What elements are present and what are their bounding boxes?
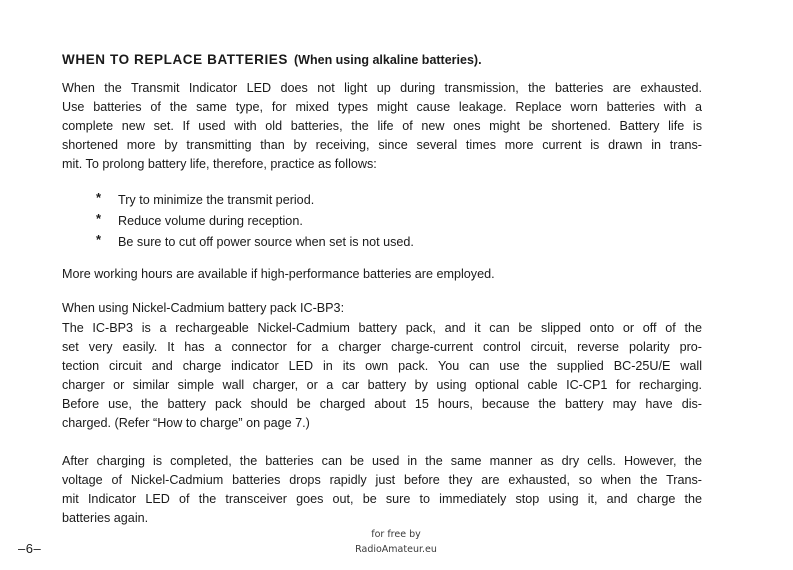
paragraph-line: More working hours are available if high-performance batteries are employed.: [62, 267, 495, 281]
list-item-text: Try to minimize the transmit period.: [118, 193, 315, 207]
battery-tips-list: [96, 190, 414, 253]
paragraph-line: complete new set. If used with old batteries, the life of new ones might be shortened. Battery life is: [62, 118, 702, 133]
list-item: [96, 190, 414, 211]
watermark-line-2: RadioAmateur.eu: [355, 544, 437, 555]
section-subtitle: (When using alkaline batteries).: [294, 53, 482, 67]
page-number: –6–: [18, 541, 42, 556]
watermark: [344, 527, 448, 557]
list-item: [96, 232, 414, 253]
paragraph-line: batteries again.: [62, 510, 149, 525]
after-charging-paragraph: [62, 452, 702, 528]
paragraph-line: The IC-BP3 is a rechargeable Nickel-Cadmium battery pack, and it can be slipped onto or off of the: [62, 321, 702, 335]
paragraph-line: set very easily. It has a connector for a charger charge-current control circuit, reverse polarity pro-: [62, 339, 702, 354]
bullet-asterisk: *: [96, 232, 102, 247]
paragraph-line: charger or similar simple wall charger, or a car battery by using optional cable IC-CP1 for recharging.: [62, 377, 702, 392]
intro-paragraph: [62, 79, 702, 174]
section-title: WHEN TO REPLACE BATTERIES: [62, 52, 289, 67]
nicad-heading: When using Nickel-Cadmium battery pack IC-BP3:: [62, 301, 345, 315]
paragraph-line: voltage of Nickel-Cadmium batteries drops rapidly just before they are exhausted, so when the Trans-: [62, 472, 702, 487]
paragraph-line: Before use, the battery pack should be charged about 15 hours, because the battery may have dis-: [62, 396, 702, 411]
paragraph-line: charged. (Refer “How to charge” on page 7.): [62, 415, 310, 430]
paragraph-line: mit Indicator LED of the transceiver goes out, be sure to immediately stop using it, and charge the: [62, 491, 702, 506]
section-heading: [62, 52, 482, 67]
list-item-text: Be sure to cut off power source when set is not used.: [118, 235, 414, 249]
list-item: [96, 211, 414, 232]
bullet-asterisk: *: [96, 211, 102, 226]
paragraph-line: mit. To prolong battery life, therefore, practice as follows:: [62, 156, 377, 171]
watermark-line-1: for free by: [371, 529, 421, 540]
list-item-text: Reduce volume during reception.: [118, 214, 303, 228]
paragraph-line: Use batteries of the same type, for mixed types might cause leakage. Replace worn batteries with a: [62, 99, 702, 114]
nicad-paragraph: [62, 319, 702, 432]
bullet-asterisk: *: [96, 190, 102, 205]
paragraph-line: After charging is completed, the batteries can be used in the same manner as dry cells. However, the: [62, 454, 702, 468]
working-hours-paragraph: [62, 265, 702, 284]
paragraph-line: When the Transmit Indicator LED does not light up during transmission, the batteries are exhausted.: [62, 81, 702, 95]
paragraph-line: shortened more by transmitting than by receiving, since several times more current is drawn in trans-: [62, 137, 702, 152]
paragraph-line: tection circuit and charge indicator LED in its own pack. You can use the supplied BC-25U/E wall: [62, 358, 702, 373]
